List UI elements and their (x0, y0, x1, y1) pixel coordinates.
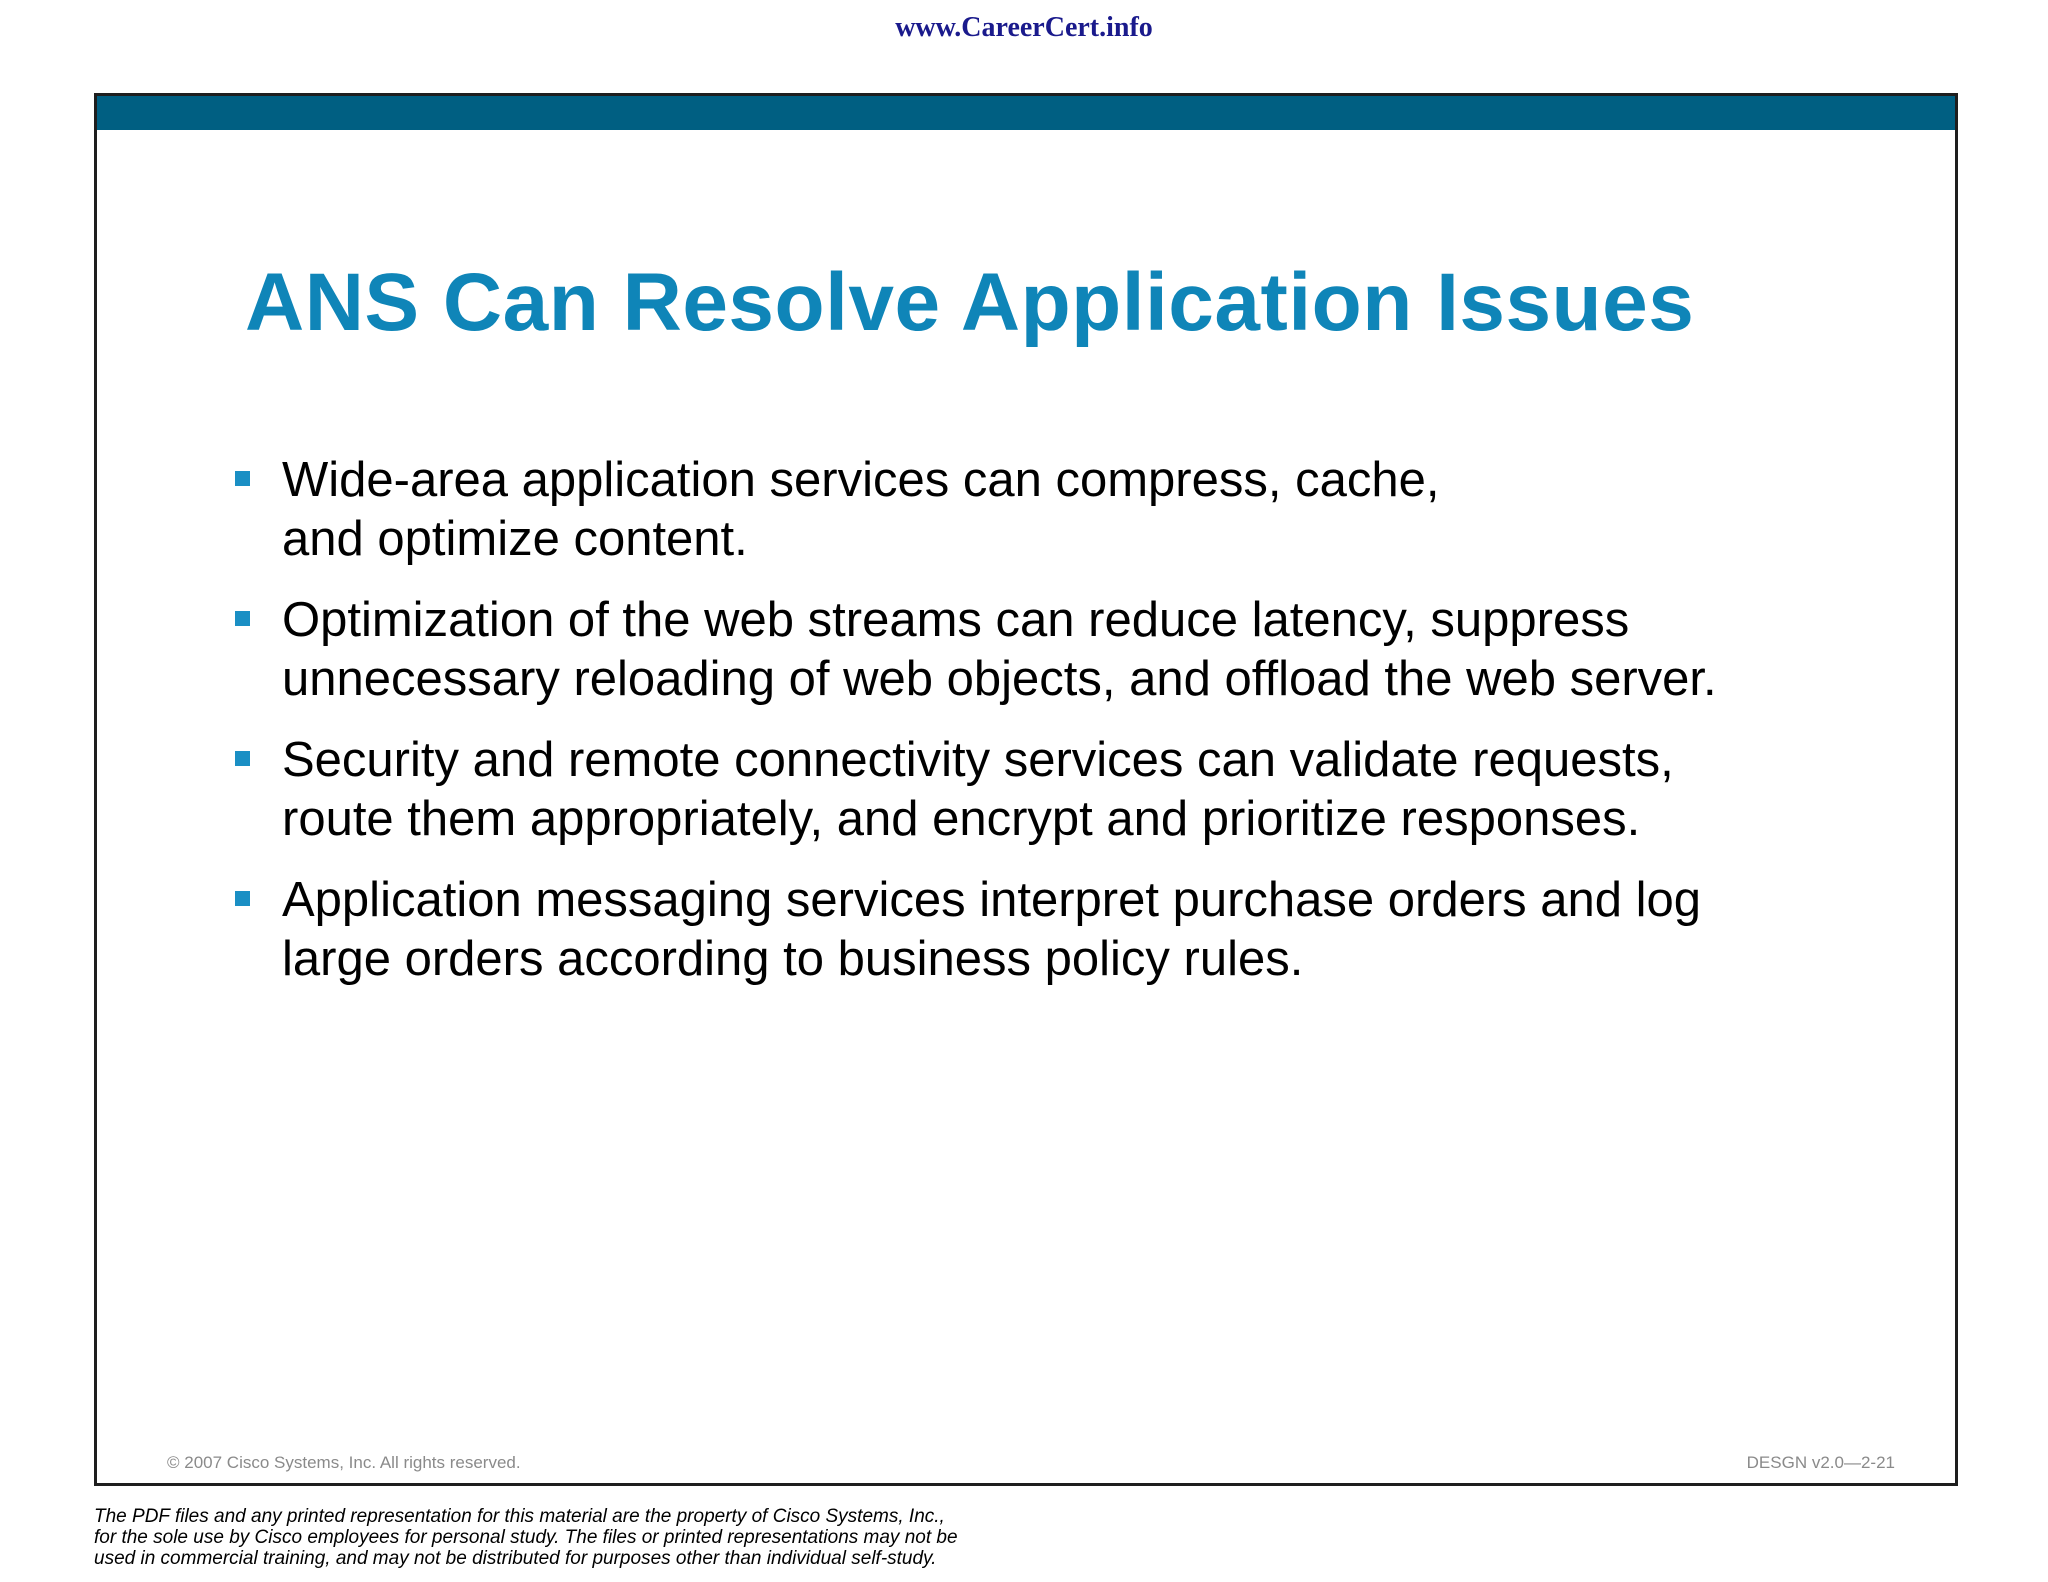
bullet-item (235, 871, 1835, 989)
bullet-text: Security and remote connectivity services can validate requests, route them appropriately, and encrypt and prioritize responses. (282, 733, 1674, 846)
site-url: www.CareerCert.info (895, 12, 1153, 43)
bullet-text: Wide-area application services can compress, cache, and optimize content. (282, 453, 1440, 566)
square-bullet-icon (235, 751, 250, 766)
bullet-list (235, 451, 1835, 1011)
slide-header-bar (97, 96, 1955, 130)
slide (94, 93, 1958, 1486)
square-bullet-icon (235, 611, 250, 626)
bullet-item (235, 731, 1835, 849)
square-bullet-icon (235, 891, 250, 906)
bullet-text: Application messaging services interpret purchase orders and log large orders according to business policy rules. (282, 873, 1702, 986)
bullet-item (235, 591, 1835, 709)
slide-title: ANS Can Resolve Application Issues (245, 257, 1695, 348)
copyright-text: © 2007 Cisco Systems, Inc. All rights reserved. (167, 1453, 521, 1472)
course-code: DESGN v2.0—2-21 (1746, 1453, 1895, 1472)
square-bullet-icon (235, 471, 250, 486)
bullet-item (235, 451, 1835, 569)
disclaimer-text: The PDF files and any printed representation for this material are the property of Cisco Systems, Inc., for the sole use by Cisco employees for personal study. The files or printed representations may not be used in commercial training, and may not be distributed for purposes other than individual self-study. (94, 1506, 958, 1569)
bullet-text: Optimization of the web streams can reduce latency, suppress unnecessary reloading of web objects, and offload the web server. (282, 593, 1717, 706)
